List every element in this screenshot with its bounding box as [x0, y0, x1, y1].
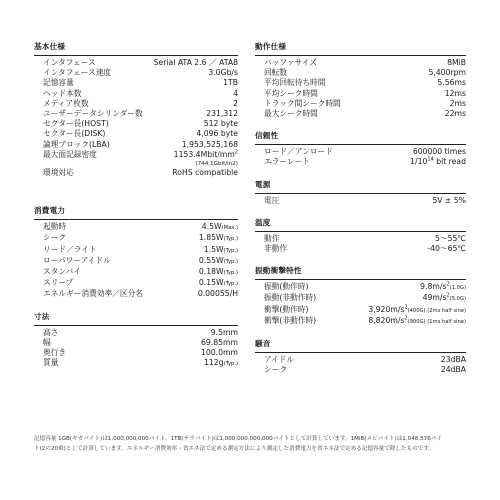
spec-value-text: 2	[233, 98, 238, 108]
spec-label-text: スタンバイ	[43, 267, 81, 277]
section-title: 消費電力	[34, 206, 238, 220]
spec-row	[43, 99, 238, 109]
spec-row	[264, 244, 466, 254]
footnote	[34, 434, 474, 454]
section-title: 電源	[255, 180, 466, 194]
spec-label	[43, 78, 74, 88]
spec-value-text: 4	[233, 88, 238, 98]
spec-label-note: (動作時)	[279, 282, 309, 292]
spec-value	[447, 58, 466, 68]
spec-label-text: トラック間シーク時間	[264, 98, 341, 108]
spec-rows	[34, 222, 238, 299]
spec-value-text: 5.56ms	[437, 78, 466, 88]
spec-row	[264, 109, 466, 119]
spec-value	[413, 147, 466, 157]
spec-label	[43, 338, 51, 348]
spec-label	[43, 348, 66, 358]
spec-row	[264, 157, 466, 167]
spec-row	[43, 338, 238, 348]
spec-label	[43, 233, 66, 243]
spec-value	[154, 58, 238, 68]
spec-row	[264, 68, 466, 78]
spec-row	[43, 58, 238, 68]
spec-label	[43, 109, 143, 119]
spec-label	[43, 129, 105, 139]
spec-value-note: (Typ.)	[223, 247, 238, 254]
spec-value	[432, 196, 466, 206]
spec-value	[233, 89, 238, 99]
spec-label-text: ユーザーデータシリンダー数	[43, 109, 143, 119]
spec-label	[43, 358, 58, 368]
spec-label-text: セクター長	[43, 119, 82, 129]
spec-label-note: (動作時)	[279, 304, 309, 314]
spec-rows	[34, 328, 238, 370]
performance-section	[255, 42, 466, 119]
spec-row	[43, 78, 238, 88]
reliability-section	[255, 131, 466, 167]
spec-value-text: 69.85mm	[201, 337, 238, 347]
spec-row	[43, 358, 238, 369]
spec-label-text: 記憶容量	[43, 78, 74, 88]
spec-value-note: (Typ.)	[223, 281, 238, 288]
spec-label-text: ヘッド本数	[43, 88, 82, 98]
spec-label	[264, 293, 316, 303]
spec-value	[199, 267, 238, 278]
spec-label	[264, 157, 310, 167]
spec-label-text: エネルギー消費効率／区分名	[43, 289, 143, 299]
spec-row	[264, 282, 466, 293]
spec-value	[445, 109, 466, 119]
spec-value-note: (5.0G)	[449, 296, 466, 303]
spec-label-text: セクター長	[43, 129, 82, 139]
spec-value-superscript: 2	[446, 281, 450, 288]
spec-label	[43, 245, 97, 255]
spec-value-note: (400G) (2ms half sine)	[407, 307, 466, 314]
spec-value	[204, 245, 238, 256]
spec-value-text: 1153.4Mbit/mm	[173, 149, 235, 159]
spec-label-note: (非動作時)	[279, 293, 317, 303]
spec-value-text: 0.55W	[198, 255, 224, 265]
spec-row	[43, 245, 238, 256]
section-title: 温度	[255, 218, 466, 232]
spec-value-text: 1TB	[223, 78, 238, 88]
spec-row	[43, 140, 238, 150]
spec-rows	[255, 355, 466, 375]
spec-value-note: (Max.)	[221, 225, 238, 232]
spec-label-text: 動作	[264, 233, 280, 243]
spec-label-text: 振動	[264, 293, 280, 303]
spec-label	[264, 147, 333, 157]
acoustics-section	[255, 339, 466, 375]
spec-label-text: アイドル	[264, 355, 295, 365]
spec-row	[264, 355, 466, 365]
spec-value-text: 4.5W	[201, 222, 222, 232]
spec-value	[198, 289, 238, 299]
spec-label-text: バッファサイズ	[264, 58, 318, 67]
spec-row	[43, 119, 238, 129]
spec-row	[264, 234, 466, 244]
spec-value	[199, 256, 238, 267]
spec-row	[264, 316, 466, 327]
spec-value-text: RoHS compatible	[172, 168, 238, 178]
spec-label	[264, 244, 287, 254]
spec-label-note: (HOST)	[81, 119, 109, 129]
spec-row	[264, 78, 466, 88]
spec-value	[223, 78, 238, 88]
section-title: 動作仕様	[255, 42, 466, 56]
spec-label	[43, 222, 66, 232]
section-title: 寸法	[34, 312, 238, 326]
spec-label-note: (DISK)	[81, 129, 106, 139]
spec-label-text: 起動時	[43, 222, 67, 232]
spec-label	[43, 289, 143, 299]
spec-row	[264, 99, 466, 109]
spec-label	[264, 365, 287, 375]
spec-row	[43, 289, 238, 299]
spec-value-note: (1.0G)	[449, 285, 466, 292]
power-supply-section	[255, 180, 466, 206]
spec-value-text: 5～55℃	[435, 233, 466, 243]
spec-label	[264, 305, 308, 315]
spec-row	[43, 68, 238, 78]
dimensions-section	[34, 312, 238, 370]
spec-rows	[255, 234, 466, 254]
spec-value	[437, 78, 466, 88]
spec-value	[368, 305, 466, 316]
spec-value-text: 100.0mm	[201, 348, 238, 358]
spec-value	[201, 348, 238, 358]
right-column	[255, 42, 466, 387]
spec-value-text: 8MiB	[447, 58, 466, 67]
spec-value-superscript: 14	[427, 156, 434, 163]
spec-label-text: インタフェース	[43, 58, 96, 67]
spec-row	[43, 89, 238, 99]
spec-value	[450, 99, 466, 109]
spec-row	[43, 256, 238, 267]
spec-label	[43, 140, 110, 150]
spec-value-text: -40～65℃	[427, 244, 466, 254]
spec-label-text: 平均シーク時間	[264, 88, 318, 98]
spec-label	[264, 282, 308, 292]
spec-row	[43, 348, 238, 358]
spec-label	[264, 58, 317, 68]
spec-value-text: 5V ± 5%	[432, 195, 466, 205]
spec-value-note: (900G) (1ms half sine)	[407, 318, 466, 325]
spec-row-note: (744.1Gbit/in2)	[195, 161, 238, 168]
spec-label	[43, 89, 81, 99]
spec-label-text: エラーレート	[264, 157, 310, 167]
spec-value	[196, 129, 238, 139]
spec-value-text: 8,820m/s	[368, 315, 405, 325]
spec-label-text: インタフェース速度	[43, 68, 112, 78]
spec-label-text: 回転数	[264, 68, 288, 78]
spec-label	[43, 119, 109, 129]
spec-value-text: 4,096 byte	[196, 129, 238, 139]
spec-row	[264, 89, 466, 99]
spec-row	[264, 305, 466, 316]
spec-value-text: 0.15W	[198, 278, 224, 288]
spec-rows	[255, 147, 466, 167]
spec-label	[43, 256, 111, 266]
spec-label	[43, 278, 73, 288]
spec-label	[43, 99, 89, 109]
spec-label	[264, 99, 341, 109]
spec-value	[423, 293, 466, 304]
spec-value-text: 12ms	[444, 88, 466, 98]
spec-row	[43, 222, 238, 233]
spec-label	[264, 355, 294, 365]
spec-label	[264, 316, 316, 326]
spec-value-text: 1,953,525,168	[181, 139, 238, 149]
spec-label	[264, 78, 326, 88]
spec-label-text: メディア枚数	[43, 98, 89, 108]
spec-value	[233, 99, 238, 109]
spec-label-text: 非動作	[264, 244, 288, 254]
spec-value-text: 600000 times	[412, 147, 466, 157]
footnote-line: 記憶容量 1GB(ギガバイト)は1,000,000,000バイト、1TB(テラバイト)は1,000,000,000,000バイトとして計算しています。1MiB(メビバイト)は1,048,576バイ	[34, 436, 442, 442]
spec-row	[43, 278, 238, 289]
spec-label-text: 環境対応	[43, 168, 74, 178]
power-consumption-section	[34, 206, 238, 299]
spec-value-note: (Typ.)	[223, 236, 238, 243]
spec-label	[43, 328, 58, 338]
spec-label-text: 平均回転待ち時間	[264, 78, 326, 88]
spec-row	[264, 147, 466, 157]
spec-value-text: 3.0Gb/s	[208, 68, 238, 78]
spec-label-note: (非動作時)	[279, 315, 317, 325]
spec-value-text: 5,400rpm	[428, 68, 466, 78]
spec-value	[445, 89, 466, 99]
spec-label-text: 最大シーク時間	[264, 109, 318, 119]
spec-rows	[34, 58, 238, 178]
spec-value-text: 9.8m/s	[420, 282, 447, 292]
spec-value-text: 231,312	[206, 109, 238, 119]
spec-value	[441, 365, 466, 375]
spec-row	[43, 328, 238, 338]
section-title: 騒音	[255, 339, 466, 353]
spec-label-text: 電圧	[264, 195, 280, 205]
spec-label-text: 衝撃	[264, 304, 280, 314]
spec-value	[441, 355, 466, 365]
spec-row	[43, 150, 238, 160]
spec-value	[201, 338, 238, 348]
spec-label	[264, 68, 287, 78]
spec-label	[264, 109, 318, 119]
spec-value-text: 112g	[204, 358, 224, 368]
temperature-section	[255, 218, 466, 254]
section-title: 振動衝撃特性	[255, 266, 466, 280]
spec-value-text: 9.5mm	[210, 327, 238, 337]
spec-value	[174, 150, 238, 160]
spec-row	[43, 233, 238, 244]
spec-value-text: 0.00055/H	[197, 289, 238, 299]
spec-rows	[255, 196, 466, 206]
footnote-line: ト(2の20乗)として計算しています。エネルギー消費効率・省エネ法で定める測定方法により測定した消費電力を省エネ法で定める記憶容量で除したものです。	[34, 446, 435, 452]
spec-value	[435, 234, 466, 244]
spec-label-text: 奥行き	[43, 348, 67, 358]
spec-label-text: 衝撃	[264, 315, 280, 325]
spec-value-note: (Typ.)	[223, 258, 238, 265]
spec-rows	[255, 58, 466, 119]
spec-label-text: シーク	[43, 233, 67, 243]
spec-label-text: スリープ	[43, 278, 74, 288]
spec-value-superscript: 2	[404, 304, 408, 311]
spec-value-note: (Typ.)	[223, 361, 238, 368]
spec-value-text: 512 byte	[203, 119, 238, 129]
spec-label-text: 最大面記録密度	[43, 149, 97, 159]
spec-value	[199, 233, 238, 244]
spec-value-text: Serial ATA 2.6 ／ ATA8	[153, 58, 238, 67]
spec-value	[208, 68, 238, 78]
spec-label-text: 高さ	[43, 327, 59, 337]
section-title: 基本仕様	[34, 42, 238, 56]
spec-label-text: リード／ライト	[43, 244, 97, 254]
spec-row	[43, 129, 238, 139]
section-title: 信頼性	[255, 131, 466, 145]
spec-label	[43, 168, 74, 178]
spec-label-text: 論理ブロック	[43, 139, 89, 149]
spec-value-text: 1/10	[410, 157, 428, 167]
basic-specs-section	[34, 42, 238, 178]
spec-label	[43, 58, 96, 68]
spec-value-text: 3,920m/s	[368, 304, 405, 314]
spec-value-text: 22ms	[444, 109, 466, 119]
spec-value	[182, 140, 238, 150]
spec-value	[427, 244, 466, 254]
spec-label	[264, 89, 318, 99]
spec-value	[368, 316, 466, 327]
spec-value	[172, 168, 238, 178]
spec-row	[264, 293, 466, 304]
spec-value	[410, 157, 466, 167]
spec-label-text: シーク	[264, 365, 288, 375]
spec-value	[206, 109, 238, 119]
spec-value-text: 1.85W	[198, 233, 224, 243]
spec-row	[264, 58, 466, 68]
spec-label-note: (LBA)	[88, 139, 110, 149]
spec-value-text: 0.18W	[198, 267, 224, 277]
spec-rows	[255, 282, 466, 327]
shock-vibration-section	[255, 266, 466, 327]
spec-row	[43, 168, 238, 178]
spec-row	[43, 109, 238, 119]
spec-label-text: 振動	[264, 282, 280, 292]
spec-value-text: 2ms	[449, 98, 466, 108]
spec-value-superscript: 2	[446, 292, 450, 299]
spec-value-text: 23dBA	[440, 355, 466, 365]
spec-value	[428, 68, 466, 78]
spec-label	[43, 150, 97, 160]
spec-value-note: (Typ.)	[223, 270, 238, 277]
spec-value	[199, 278, 238, 289]
spec-value-superscript: 2	[404, 315, 408, 322]
spec-value	[211, 328, 238, 338]
spec-label	[264, 234, 279, 244]
spec-value-tail: bit read	[433, 157, 466, 167]
spec-value	[202, 222, 238, 233]
spec-value	[420, 282, 466, 293]
spec-label-text: 幅	[43, 337, 51, 347]
spec-row	[264, 196, 466, 206]
spec-value-superscript: 2	[234, 149, 238, 156]
spec-value-text: 49m/s	[422, 293, 447, 303]
spec-label-text: ローパワーアイドル	[43, 255, 111, 265]
spec-label	[43, 68, 111, 78]
spec-label	[264, 196, 279, 206]
spec-value-text: 1.5W	[203, 244, 224, 254]
spec-label-text: 質量	[43, 358, 59, 368]
spec-value-text: 24dBA	[440, 365, 466, 375]
spec-row	[43, 267, 238, 278]
spec-value	[204, 119, 238, 129]
spec-row	[264, 365, 466, 375]
spec-label	[43, 267, 81, 277]
left-column	[34, 42, 238, 381]
spec-value	[204, 358, 238, 369]
spec-label-text: ロード／アンロード	[264, 147, 333, 157]
